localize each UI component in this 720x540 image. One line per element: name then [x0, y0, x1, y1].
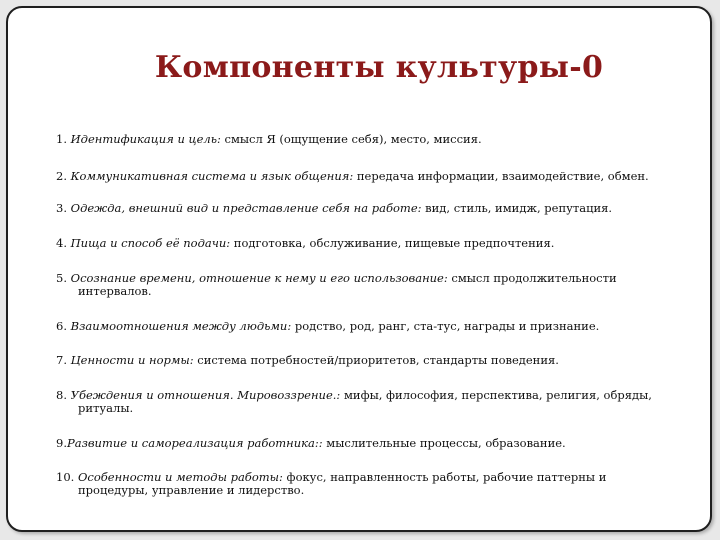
item-term: Особенности и методы работы: — [77, 470, 283, 484]
item-term: Одежда, внешний вид и представление себя на работе: — [70, 201, 422, 215]
item-term: Взаимоотношения между людьми: — [70, 319, 292, 333]
item-continuation: ритуалы. — [78, 401, 134, 415]
item-term: Убеждения и отношения. Мировоззрение.: — [70, 388, 341, 402]
item-number: 1. — [56, 132, 67, 146]
item-description: система потребностей/приоритетов, стандарты поведения. — [193, 353, 559, 367]
item-number: 5. — [56, 271, 67, 285]
item-number: 9. — [56, 436, 67, 450]
list-item — [56, 437, 686, 450]
item-number: 8. — [56, 388, 67, 402]
list-item — [56, 471, 686, 497]
list-item — [56, 133, 686, 146]
item-term: Коммуникативная система и язык общения: — [70, 169, 354, 183]
content-card — [6, 6, 712, 532]
list-item — [56, 354, 686, 367]
list-item — [56, 170, 686, 183]
item-number: 2. — [56, 169, 67, 183]
item-term: Пища и способ её подачи: — [70, 236, 231, 250]
item-continuation: интервалов. — [78, 284, 152, 298]
item-description: вид, стиль, имидж, репутация. — [421, 201, 613, 215]
item-term: Ценности и нормы: — [70, 353, 194, 367]
item-description: смысл продолжительности — [447, 271, 617, 285]
item-term: Идентификация и цель: — [70, 132, 221, 146]
item-number: 4. — [56, 236, 67, 250]
list-item — [56, 389, 686, 415]
item-number: 3. — [56, 201, 67, 215]
item-number: 10. — [56, 470, 75, 484]
item-description: мыслительные процессы, образование. — [322, 436, 566, 450]
list-item — [56, 272, 686, 298]
item-number: 7. — [56, 353, 67, 367]
item-description: смысл Я (ощущение себя), место, миссия. — [220, 132, 482, 146]
list-item — [56, 202, 686, 215]
list-item — [56, 320, 686, 333]
list-item — [56, 237, 686, 250]
item-description: мифы, философия, перспектива, религия, обряды, — [340, 388, 652, 402]
item-term: Осознание времени, отношение к нему и его использование: — [70, 271, 448, 285]
item-description: передача информации, взаимодействие, обмен. — [353, 169, 649, 183]
slide-title: Компоненты культуры-0 — [154, 50, 604, 85]
item-description: родство, род, ранг, ста-тус, награды и признание. — [291, 319, 600, 333]
item-description: подготовка, обслуживание, пищевые предпочтения. — [230, 236, 555, 250]
item-term: Развитие и самореализация работника:: — [66, 436, 323, 450]
item-number: 6. — [56, 319, 67, 333]
item-continuation: процедуры, управление и лидерство. — [78, 483, 305, 497]
item-description: фокус, направленность работы, рабочие паттерны и — [282, 470, 607, 484]
